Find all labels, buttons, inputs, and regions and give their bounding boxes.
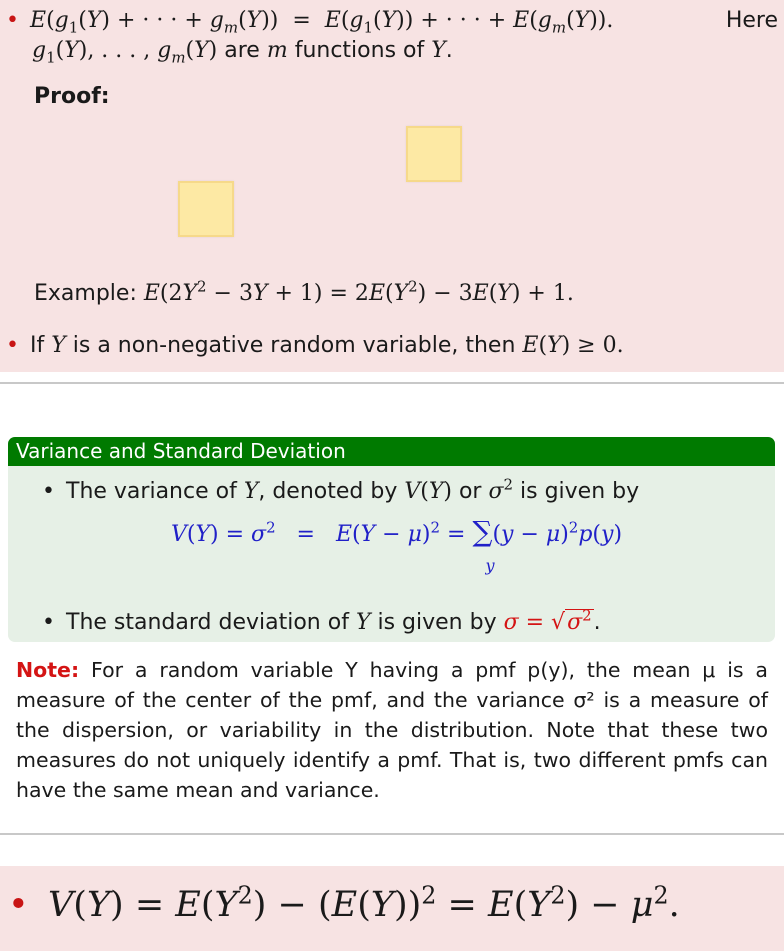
bullet-continuation: $g_1(Y)$, . . . , $g_m(Y)$ are m functions of Y. bbox=[32, 38, 453, 67]
pink-block-expectation bbox=[0, 0, 784, 372]
bullet-dot-icon: • bbox=[6, 333, 19, 358]
variance-definition-item: • The variance of Y, denoted by V(Y) or $\sigma^2$ is given by bbox=[42, 477, 639, 507]
slide-divider bbox=[0, 833, 784, 835]
example-line: Example: $E(2Y^2 - 3Y + 1) = 2E(Y^2) - 3E(Y) + 1$. bbox=[34, 277, 574, 306]
note-paragraph bbox=[16, 655, 768, 805]
bullet-dot-icon: • bbox=[6, 8, 19, 33]
summation-symbol: ∑ y bbox=[472, 515, 495, 575]
note-label: Note: bbox=[16, 658, 80, 682]
sticky-note-icon[interactable] bbox=[406, 126, 462, 182]
variance-equation: $V(Y) = \sigma^2 = E(Y - \mu)^2$ = ∑ y $(y - \mu)^2p(y)$ bbox=[171, 515, 623, 575]
std-deviation-item: • The standard deviation of Y is given by $\sigma = √\sigma^2$. bbox=[42, 608, 601, 638]
theorem-box bbox=[8, 437, 775, 642]
bullet-dot-icon: • bbox=[42, 479, 55, 504]
note-text: For a random variable Y having a pmf p(y), the mean μ is a measure of the center of the pmf, and the variance σ² is a measure of the dispersion, or variability in the distribution. Note that these two measures do not uniquely identify a pmf. That is, two different pmfs can have the same mean and variance. bbox=[16, 658, 768, 802]
pink-block-variance-formula bbox=[0, 866, 784, 951]
theorem-title: Variance and Standard Deviation bbox=[8, 437, 775, 466]
bullet-nonnegative: • If Y is a non-negative random variable, then E(Y) ≥ 0. bbox=[6, 331, 624, 361]
proof-label: Proof: bbox=[34, 84, 110, 109]
bullet-dot-icon: • bbox=[8, 885, 29, 925]
bullet-dot-icon: • bbox=[42, 610, 55, 635]
here-word: Here bbox=[725, 8, 778, 33]
sticky-note-icon[interactable] bbox=[178, 181, 234, 237]
variance-shortcut-formula: • $V(Y) = E(Y^2) - (E(Y))^2 = E(Y^2) - \mu^2$. bbox=[8, 882, 680, 928]
example-label: Example: bbox=[34, 281, 137, 306]
bullet-sum-of-functions: • $E(g_1(Y)$ + · · · + $g_m(Y)) = E(g_1(Y))$ + · · · + $E(g_m(Y))$. bbox=[6, 8, 614, 37]
slide-divider bbox=[0, 382, 784, 384]
